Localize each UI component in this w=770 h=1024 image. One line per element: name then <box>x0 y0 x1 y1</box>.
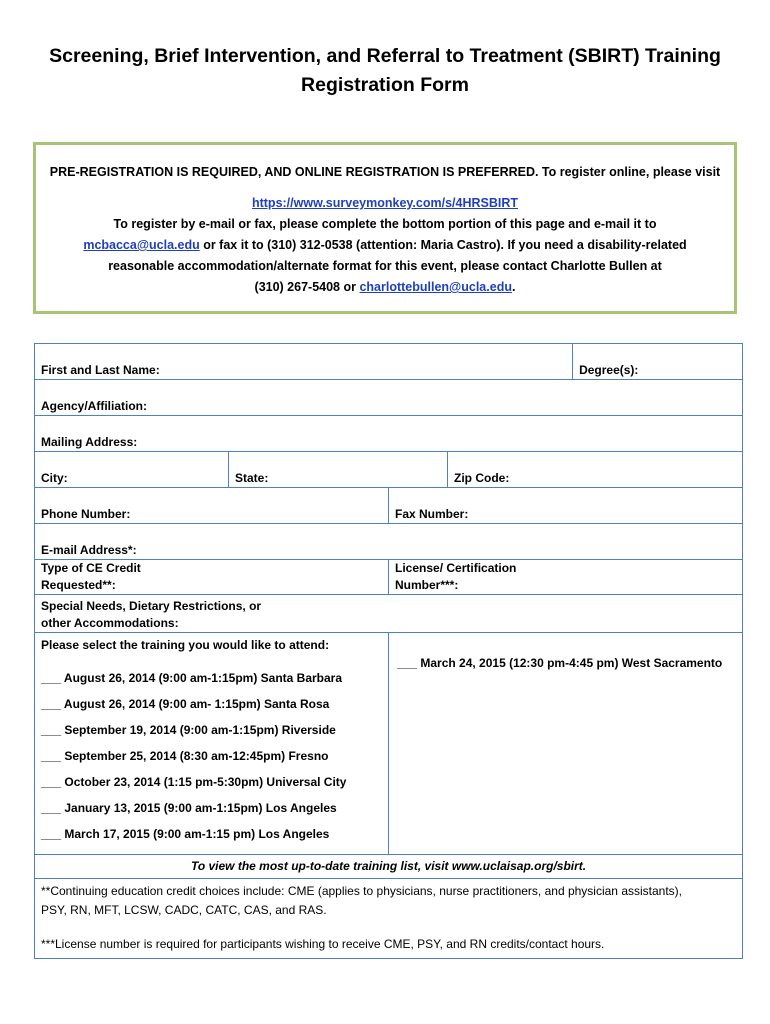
mailing-address-field[interactable] <box>35 416 743 452</box>
training-option[interactable]: ___ January 13, 2015 (9:00 am-1:15pm) Los Angeles <box>41 801 337 815</box>
registration-notice-box <box>33 142 737 314</box>
ce-credit-field[interactable] <box>35 560 389 595</box>
training-options-right <box>389 633 743 855</box>
degree-field[interactable] <box>573 344 743 380</box>
training-option[interactable]: ___ August 26, 2014 (9:00 am- 1:15pm) Santa Rosa <box>41 697 330 711</box>
license-label-1: License/ Certification <box>395 561 517 575</box>
notice-line-4-text: or fax it to (310) 312-0538 (attention: Maria Castro). If you need a disability-related <box>199 238 687 252</box>
city-label: City: <box>41 471 68 485</box>
email-field[interactable] <box>35 524 743 560</box>
notice-line-6 <box>36 277 734 298</box>
notice-line-4 <box>36 235 734 256</box>
charlotte-email-link[interactable]: charlottebullen@ucla.edu <box>359 280 512 294</box>
ce-label-1: Type of CE Credit <box>41 561 141 575</box>
training-option[interactable]: ___ September 25, 2014 (8:30 am-12:45pm) Fresno <box>41 749 329 763</box>
name-label: First and Last Name: <box>41 363 160 377</box>
notice-phone-text: (310) 267-5408 or <box>254 280 360 294</box>
survey-link[interactable]: https://www.surveymonkey.com/s/4HRSBIRT <box>251 196 519 210</box>
zip-label: Zip Code: <box>454 471 510 485</box>
state-field[interactable] <box>229 452 448 488</box>
mailing-address-label: Mailing Address: <box>41 435 138 449</box>
notice-line-6-end: . <box>511 280 516 294</box>
training-option[interactable]: ___ March 24, 2015 (12:30 pm-4:45 pm) West Sacramento <box>397 656 723 670</box>
email-label: E-mail Address*: <box>41 543 137 557</box>
mcbacca-email-link[interactable]: mcbacca@ucla.edu <box>83 238 200 252</box>
state-label: State: <box>235 471 269 485</box>
fax-label: Fax Number: <box>395 507 469 521</box>
phone-field[interactable] <box>35 488 389 524</box>
license-label-2: Number***: <box>395 578 459 592</box>
notice-line-1: PRE-REGISTRATION IS REQUIRED, AND ONLINE REGISTRATION IS PREFERRED. To register online, please visit <box>49 165 721 179</box>
ce-note-line-2: PSY, RN, MFT, LCSW, CADC, CATC, CAS, and RAS. <box>41 903 327 917</box>
registration-table <box>34 343 743 959</box>
degree-label: Degree(s): <box>579 363 639 377</box>
title-line-2: Registration Form <box>301 74 469 96</box>
training-option[interactable]: ___ October 23, 2014 (1:15 pm-5:30pm) Universal City <box>41 775 347 789</box>
training-option[interactable]: ___ August 26, 2014 (9:00 am-1:15pm) Santa Barbara <box>41 671 343 685</box>
credit-notes <box>35 879 743 959</box>
fax-field[interactable] <box>389 488 743 524</box>
city-field[interactable] <box>35 452 229 488</box>
training-option[interactable]: ___ September 19, 2014 (9:00 am-1:15pm) Riverside <box>41 723 336 737</box>
agency-label: Agency/Affiliation: <box>41 399 148 413</box>
training-options-left <box>35 633 389 855</box>
page-title <box>40 42 730 100</box>
special-label-2: other Accommodations: <box>41 616 179 630</box>
zip-field[interactable] <box>448 452 743 488</box>
agency-field[interactable] <box>35 380 743 416</box>
notice-line-5: reasonable accommodation/alternate format for this event, please contact Charlotte Bullen at <box>108 259 662 273</box>
special-needs-field[interactable] <box>35 595 743 633</box>
ce-note-line-1: **Continuing education credit choices include: CME (applies to physicians, nurse practitioners, and physician assistants), <box>41 884 682 898</box>
training-list-note: To view the most up-to-date training list, visit www.uclaisap.org/sbirt. <box>35 855 743 879</box>
training-option[interactable]: ___ March 17, 2015 (9:00 am-1:15 pm) Los Angeles <box>41 827 330 841</box>
license-field[interactable] <box>389 560 743 595</box>
name-field[interactable] <box>35 344 573 380</box>
training-heading: Please select the training you would like to attend: <box>41 638 330 652</box>
ce-label-2: Requested**: <box>41 578 116 592</box>
license-note: ***License number is required for participants wishing to receive CME, PSY, and RN credits/contact hours. <box>41 937 605 951</box>
phone-label: Phone Number: <box>41 507 131 521</box>
special-label-1: Special Needs, Dietary Restrictions, or <box>41 599 262 613</box>
title-line-1: Screening, Brief Intervention, and Referral to Treatment (SBIRT) Training <box>49 45 721 67</box>
notice-line-3: To register by e-mail or fax, please complete the bottom portion of this page and e-mail it to <box>113 217 657 231</box>
